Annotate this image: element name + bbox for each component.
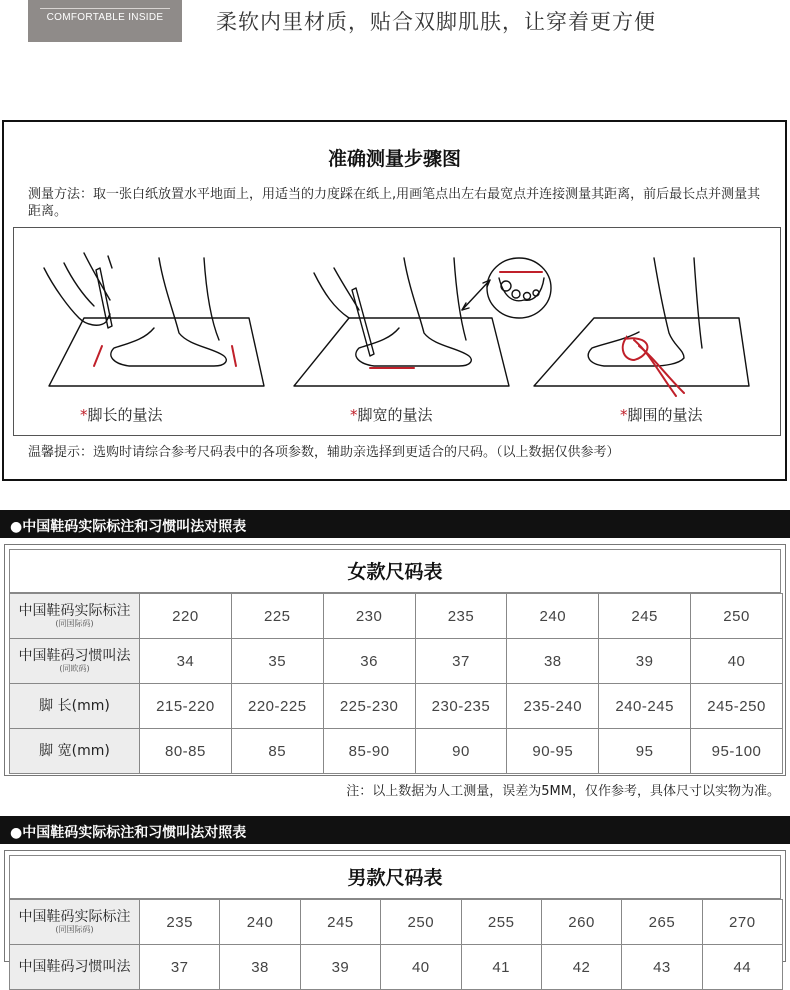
table-row [10, 945, 783, 990]
table-cell: 40 [381, 945, 461, 990]
women-size-grid [9, 593, 783, 774]
badge-label: COMFORTABLE INSIDE [46, 12, 164, 23]
measurement-note: 注：以上数据为人工测量，误差为5MM，仅作参考，具体尺寸以实物为准。 [346, 784, 780, 799]
table-cell: 42 [541, 945, 621, 990]
table-cell: 235 [415, 594, 507, 639]
table-cell: 220 [140, 594, 232, 639]
table-cell: 245-250 [691, 684, 783, 729]
table-cell: 85-90 [323, 729, 415, 774]
table-cell: 37 [415, 639, 507, 684]
table-cell: 39 [300, 945, 380, 990]
row-header: 中国鞋码习惯叫法 [10, 945, 140, 990]
measurement-illustrations [13, 227, 781, 436]
table-cell: 44 [702, 945, 782, 990]
table-cell: 85 [231, 729, 323, 774]
table-cell: 240 [220, 900, 300, 945]
table-cell: 41 [461, 945, 541, 990]
measurement-method: 测量方法：取一张白纸放置水平地面上，用适当的力度踩在纸上,用画笔点出左右最宽点并连接测量其距离，前后最长点并测量其距离。 [28, 187, 761, 219]
table-cell: 35 [231, 639, 323, 684]
men-size-grid [9, 899, 783, 990]
table-cell: 80-85 [140, 729, 232, 774]
table-cell: 225 [231, 594, 323, 639]
table-cell: 265 [622, 900, 702, 945]
table-cell: 95 [599, 729, 691, 774]
row-header: 脚 长(mm) [10, 684, 140, 729]
table-cell: 245 [300, 900, 380, 945]
badge-divider [40, 8, 170, 9]
table-cell: 260 [541, 900, 621, 945]
table-cell: 230-235 [415, 684, 507, 729]
men-size-table [4, 850, 786, 976]
caption-foot-length: *脚长的量法 [80, 406, 163, 424]
table-cell: 38 [220, 945, 300, 990]
table-cell: 250 [691, 594, 783, 639]
caption-foot-width: *脚宽的量法 [350, 406, 433, 424]
table-cell: 95-100 [691, 729, 783, 774]
table-cell: 39 [599, 639, 691, 684]
section-heading-text: ●中国鞋码实际标注和习惯叫法对照表 [10, 825, 247, 841]
comfortable-inside-badge [28, 0, 182, 42]
table-row [10, 729, 783, 774]
women-size-table [4, 544, 786, 776]
row-header: 脚 宽(mm) [10, 729, 140, 774]
top-banner [0, 0, 790, 118]
table-cell: 230 [323, 594, 415, 639]
foot-girth-drawing [534, 258, 749, 386]
purchase-tip: 温馨提示：选购时请综合参考尺码表中的各项参数，辅助亲选择到更适合的尺码。（以上数据仅供参考） [28, 445, 620, 460]
table-cell: 40 [691, 639, 783, 684]
women-table-title: 女款尺码表 [9, 549, 781, 593]
table-cell: 270 [702, 900, 782, 945]
table-row [10, 684, 783, 729]
men-table-title: 男款尺码表 [9, 855, 781, 899]
table-cell: 90 [415, 729, 507, 774]
foot-width-drawing [294, 258, 551, 386]
table-cell: 225-230 [323, 684, 415, 729]
table-row [10, 639, 783, 684]
red-measure-marks [94, 272, 684, 396]
table-cell: 235-240 [507, 684, 599, 729]
measurement-title: 准确测量步骤图 [327, 148, 461, 170]
table-row [10, 900, 783, 945]
table-cell: 90-95 [507, 729, 599, 774]
caption-foot-girth: *脚围的量法 [620, 406, 703, 424]
table-cell: 240-245 [599, 684, 691, 729]
row-header: 中国鞋码习惯叫法 (同欧码) [10, 639, 140, 684]
section-heading-text: ●中国鞋码实际标注和习惯叫法对照表 [10, 519, 247, 535]
product-description: 柔软内里材质，贴合双脚肌肤，让穿着更方便 [216, 10, 656, 34]
table-cell: 38 [507, 639, 599, 684]
table-cell: 235 [140, 900, 220, 945]
table-cell: 37 [140, 945, 220, 990]
measurement-guide [2, 120, 787, 481]
row-header: 中国鞋码实际标注 (同国际码) [10, 594, 140, 639]
section-heading-women [0, 510, 790, 538]
table-cell: 220-225 [231, 684, 323, 729]
table-cell: 34 [140, 639, 232, 684]
foot-length-drawing [44, 253, 264, 386]
section-heading-men [0, 816, 790, 844]
table-cell: 255 [461, 900, 541, 945]
table-cell: 36 [323, 639, 415, 684]
table-cell: 245 [599, 594, 691, 639]
table-cell: 215-220 [140, 684, 232, 729]
table-cell: 240 [507, 594, 599, 639]
table-row [10, 594, 783, 639]
table-cell: 43 [622, 945, 702, 990]
row-header: 中国鞋码实际标注 (同国际码) [10, 900, 140, 945]
table-cell: 250 [381, 900, 461, 945]
